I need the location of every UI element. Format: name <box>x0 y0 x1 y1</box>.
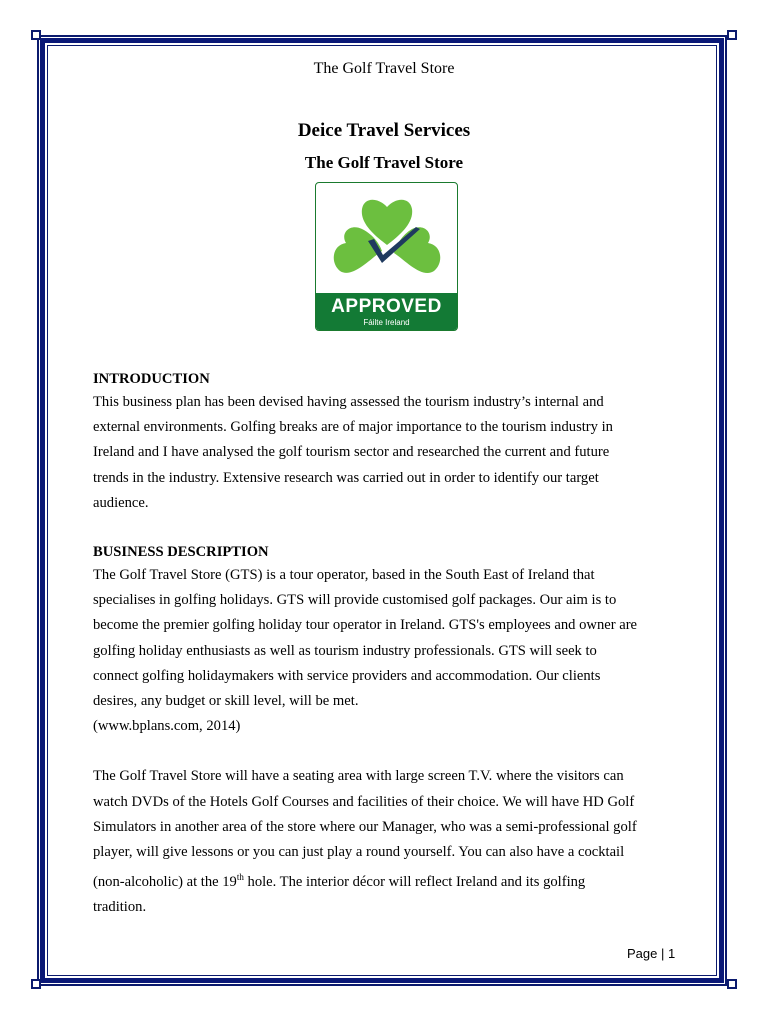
store-line: The Golf Travel Store will have a seating area with large screen T.V. where the visitors can <box>93 768 624 785</box>
document-subtitle: The Golf Travel Store <box>304 153 464 172</box>
introduction-line: audience. <box>93 494 149 511</box>
running-header: The Golf Travel Store <box>313 60 455 77</box>
introduction-line: trends in the industry. Extensive research was carried out in order to identify our target <box>93 469 599 486</box>
page-number: Page | 1 <box>627 946 676 961</box>
business-description-line: desires, any budget or skill level, will be met. <box>93 693 359 710</box>
business-description-heading: BUSINESS DESCRIPTION <box>93 544 269 561</box>
business-description-line: golfing holiday enthusiasts as well as tourism industry professionals. GTS will seek to <box>93 642 597 659</box>
failte-ireland-label: Fáilte Ireland <box>363 318 410 327</box>
border-corner-top-left <box>31 30 41 40</box>
introduction-line: This business plan has been devised having assessed the tourism industry’s internal and <box>93 394 604 410</box>
document-body <box>93 368 683 921</box>
store-line <box>93 865 683 895</box>
border-corner-top-right <box>727 30 737 40</box>
failte-ireland-approved-logo <box>315 182 458 331</box>
citation: (www.bplans.com, 2014) <box>93 718 241 735</box>
business-description-line: become the premier golfing holiday tour operator in Ireland. GTS's employees and owner are <box>93 617 638 634</box>
store-line: watch DVDs of the Hotels Golf Courses and facilities of their choice. We will have HD Golf <box>93 793 635 810</box>
document-title: Deice Travel Services <box>297 120 471 141</box>
store-line: player, will give lessons or you can just play a round yourself. You can also have a cocktail <box>93 844 625 861</box>
business-description-line: connect golfing holidaymakers with service providers and accommodation. Our clients <box>93 667 601 684</box>
business-description-line: The Golf Travel Store (GTS) is a tour operator, based in the South East of Ireland that <box>93 567 595 584</box>
store-line: Simulators in another area of the store where our Manager, who was a semi-professional golf <box>93 818 637 835</box>
store-line: tradition. <box>93 899 147 916</box>
ordinal-suffix: th <box>236 872 244 883</box>
approved-label: APPROVED <box>331 296 442 317</box>
border-corner-bottom-left <box>31 979 41 989</box>
shamrock-check-icon <box>316 183 458 295</box>
introduction-heading: INTRODUCTION <box>93 371 210 387</box>
store-line-text: hole. The interior décor will reflect Ireland and its golfing <box>243 874 586 891</box>
approved-band <box>316 293 457 331</box>
border-corner-bottom-right <box>727 979 737 989</box>
store-line-text: (non-alcoholic) at the 19 <box>93 874 237 891</box>
introduction-line: Ireland and I have analysed the golf tourism sector and researched the current and future <box>93 444 610 461</box>
introduction-line: external environments. Golfing breaks are of major importance to the tourism industry in <box>93 419 613 436</box>
business-description-line: specialises in golfing holidays. GTS will provide customised golf packages. Our aim is to <box>93 592 617 609</box>
